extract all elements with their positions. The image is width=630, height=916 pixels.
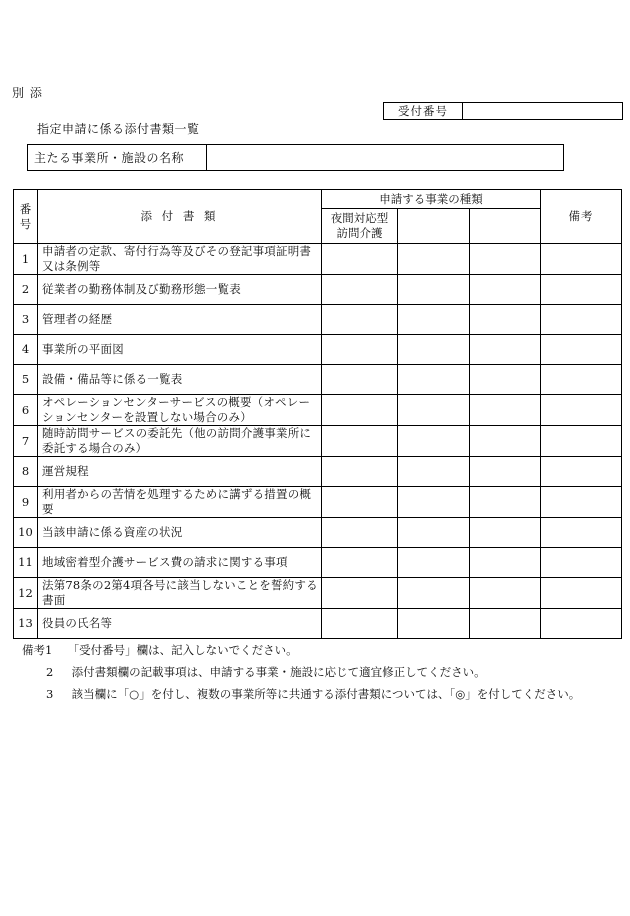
remarks-cell[interactable] bbox=[541, 335, 622, 365]
remarks-cell[interactable] bbox=[541, 487, 622, 518]
check-cell[interactable] bbox=[398, 395, 470, 426]
check-cell[interactable] bbox=[470, 426, 541, 457]
table-row: 7 随時訪問サービスの委託先（他の訪問介護事業所に委託する場合のみ） bbox=[14, 426, 622, 457]
check-cell[interactable] bbox=[398, 365, 470, 395]
check-cell[interactable] bbox=[322, 275, 398, 305]
check-cell[interactable] bbox=[322, 244, 398, 275]
receipt-number-label: 受付番号 bbox=[384, 103, 463, 120]
check-cell[interactable] bbox=[322, 487, 398, 518]
check-cell[interactable] bbox=[322, 578, 398, 609]
remarks-cell[interactable] bbox=[541, 275, 622, 305]
table-row: 9 利用者からの苦情を処理するために講ずる措置の概要 bbox=[14, 487, 622, 518]
check-cell[interactable] bbox=[322, 609, 398, 639]
check-cell[interactable] bbox=[470, 548, 541, 578]
check-cell[interactable] bbox=[322, 518, 398, 548]
header-service-types: 申請する事業の種類 bbox=[322, 190, 541, 209]
remarks-cell[interactable] bbox=[541, 395, 622, 426]
check-cell[interactable] bbox=[398, 609, 470, 639]
header-service-night-visit: 夜間対応型 訪問介護 bbox=[322, 209, 398, 244]
table-row: 3 管理者の経歴 bbox=[14, 305, 622, 335]
remarks-cell[interactable] bbox=[541, 244, 622, 275]
facility-name-label: 主たる事業所・施設の名称 bbox=[28, 145, 207, 171]
check-cell[interactable] bbox=[322, 335, 398, 365]
check-cell[interactable] bbox=[398, 548, 470, 578]
notes bbox=[22, 643, 622, 709]
check-cell[interactable] bbox=[470, 609, 541, 639]
note-2: 2 添付書類欄の記載事項は、申請する事業・施設に応じて適宜修正してください。 bbox=[46, 665, 486, 679]
remarks-cell[interactable] bbox=[541, 578, 622, 609]
check-cell[interactable] bbox=[398, 578, 470, 609]
table-row: 13 役員の氏名等 bbox=[14, 609, 622, 639]
check-cell[interactable] bbox=[470, 518, 541, 548]
remarks-cell[interactable] bbox=[541, 426, 622, 457]
check-cell[interactable] bbox=[322, 426, 398, 457]
check-cell[interactable] bbox=[322, 548, 398, 578]
check-cell[interactable] bbox=[470, 305, 541, 335]
check-cell[interactable] bbox=[470, 457, 541, 487]
check-cell[interactable] bbox=[322, 365, 398, 395]
check-cell[interactable] bbox=[322, 305, 398, 335]
check-cell[interactable] bbox=[322, 457, 398, 487]
check-cell[interactable] bbox=[398, 518, 470, 548]
note-3: 3 該当欄に「○」を付し、複数の事業所等に共通する添付書類については、「◎」を付してください。 bbox=[46, 687, 581, 701]
check-cell[interactable] bbox=[470, 395, 541, 426]
remarks-cell[interactable] bbox=[541, 609, 622, 639]
attachment-table bbox=[13, 189, 622, 639]
table-row: 2 従業者の勤務体制及び勤務形態一覧表 bbox=[14, 275, 622, 305]
note-1: 備考1 「受付番号」欄は、記入しないでください。 bbox=[22, 643, 298, 657]
facility-name-field[interactable] bbox=[207, 145, 564, 171]
remarks-cell[interactable] bbox=[541, 365, 622, 395]
remarks-cell[interactable] bbox=[541, 305, 622, 335]
header-service-blank-2 bbox=[398, 209, 470, 244]
check-cell[interactable] bbox=[470, 335, 541, 365]
check-cell[interactable] bbox=[470, 275, 541, 305]
check-cell[interactable] bbox=[470, 578, 541, 609]
facility-name-box bbox=[27, 144, 564, 171]
header-docs: 添 付 書 類 bbox=[38, 190, 322, 244]
check-cell[interactable] bbox=[470, 365, 541, 395]
check-cell[interactable] bbox=[470, 244, 541, 275]
remarks-cell[interactable] bbox=[541, 457, 622, 487]
check-cell[interactable] bbox=[398, 244, 470, 275]
receipt-number-box bbox=[383, 102, 623, 120]
attachment-label: 別 添 bbox=[12, 86, 43, 100]
header-service-blank-3 bbox=[470, 209, 541, 244]
check-cell[interactable] bbox=[470, 487, 541, 518]
check-cell[interactable] bbox=[398, 426, 470, 457]
receipt-number-field[interactable] bbox=[463, 103, 623, 120]
remarks-cell[interactable] bbox=[541, 518, 622, 548]
table-row: 1 申請者の定款、寄付行為等及びその登記事項証明書又は条例等 bbox=[14, 244, 622, 275]
table-row: 5 設備・備品等に係る一覧表 bbox=[14, 365, 622, 395]
header-remarks: 備考 bbox=[541, 190, 622, 244]
table-row: 8 運営規程 bbox=[14, 457, 622, 487]
check-cell[interactable] bbox=[398, 335, 470, 365]
check-cell[interactable] bbox=[398, 275, 470, 305]
table-row: 10 当該申請に係る資産の状況 bbox=[14, 518, 622, 548]
check-cell[interactable] bbox=[398, 487, 470, 518]
table-row: 6 オペレーションセンターサービスの概要（オペレーションセンターを設置しない場合のみ） bbox=[14, 395, 622, 426]
check-cell[interactable] bbox=[322, 395, 398, 426]
remarks-cell[interactable] bbox=[541, 548, 622, 578]
check-cell[interactable] bbox=[398, 457, 470, 487]
header-number: 番号 bbox=[14, 190, 38, 244]
table-row: 12 法第78条の2第4項各号に該当しないことを誓約する書面 bbox=[14, 578, 622, 609]
page-title: 指定申請に係る添付書類一覧 bbox=[37, 122, 200, 136]
table-row: 11 地域密着型介護サービス費の請求に関する事項 bbox=[14, 548, 622, 578]
check-cell[interactable] bbox=[398, 305, 470, 335]
table-row: 4 事業所の平面図 bbox=[14, 335, 622, 365]
